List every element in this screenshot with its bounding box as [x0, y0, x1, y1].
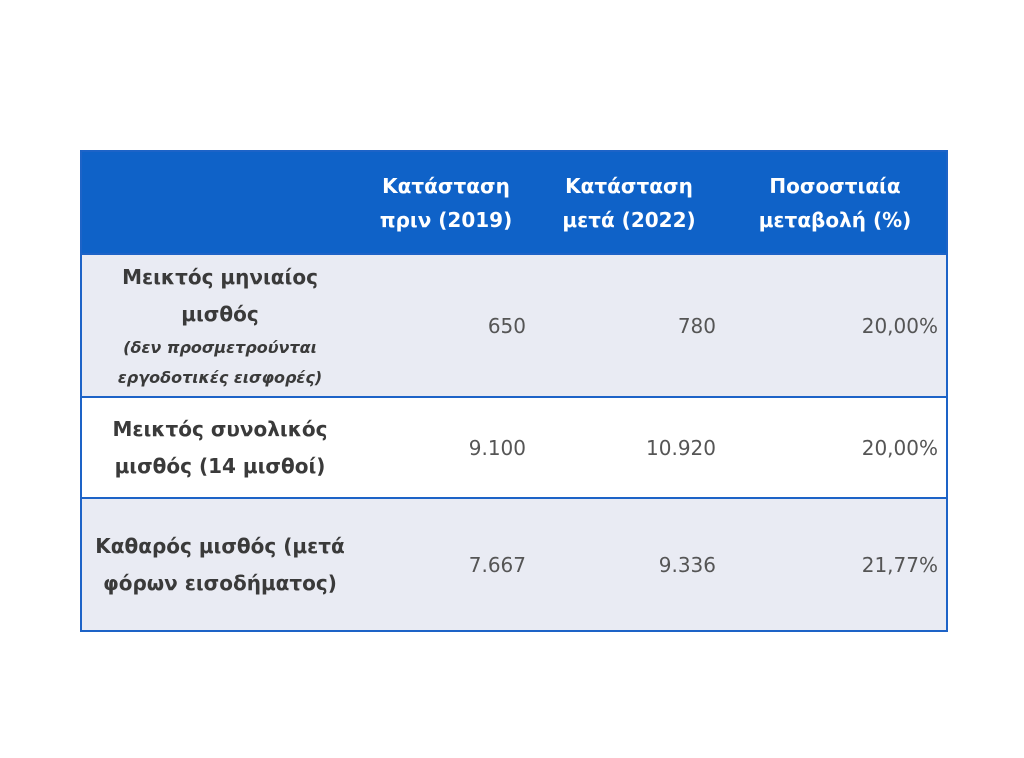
value-before: 7.667	[358, 498, 534, 630]
row-label: Μεικτός μηνιαίος μισθός	[122, 264, 318, 326]
header-before-2019: Κατάσταση πριν (2019)	[358, 152, 534, 254]
value-before: 9.100	[358, 397, 534, 498]
header-row	[82, 152, 946, 254]
header-after-2022: Κατάσταση μετά (2022)	[534, 152, 724, 254]
header-percent-change: Ποσοστιαία μεταβολή (%)	[724, 152, 946, 254]
value-after: 780	[534, 254, 724, 397]
salary-table-grid	[82, 152, 946, 630]
table-row	[82, 254, 946, 397]
header-empty-cell	[82, 152, 358, 254]
table-row	[82, 498, 946, 630]
row-label-cell	[82, 254, 358, 397]
salary-comparison-table	[80, 150, 948, 632]
value-change: 20,00%	[724, 254, 946, 397]
value-after: 10.920	[534, 397, 724, 498]
row-label-cell	[82, 397, 358, 498]
value-change: 20,00%	[724, 397, 946, 498]
row-label-note: (δεν προσμετρούνται εργοδοτικές εισφορές)	[117, 337, 323, 387]
table-row	[82, 397, 946, 498]
value-after: 9.336	[534, 498, 724, 630]
row-label: Καθαρός μισθός (μετά φόρων εισοδήματος)	[95, 533, 345, 595]
row-label-cell	[82, 498, 358, 630]
row-label: Μεικτός συνολικός μισθός (14 μισθοί)	[112, 416, 328, 478]
value-before: 650	[358, 254, 534, 397]
value-change: 21,77%	[724, 498, 946, 630]
